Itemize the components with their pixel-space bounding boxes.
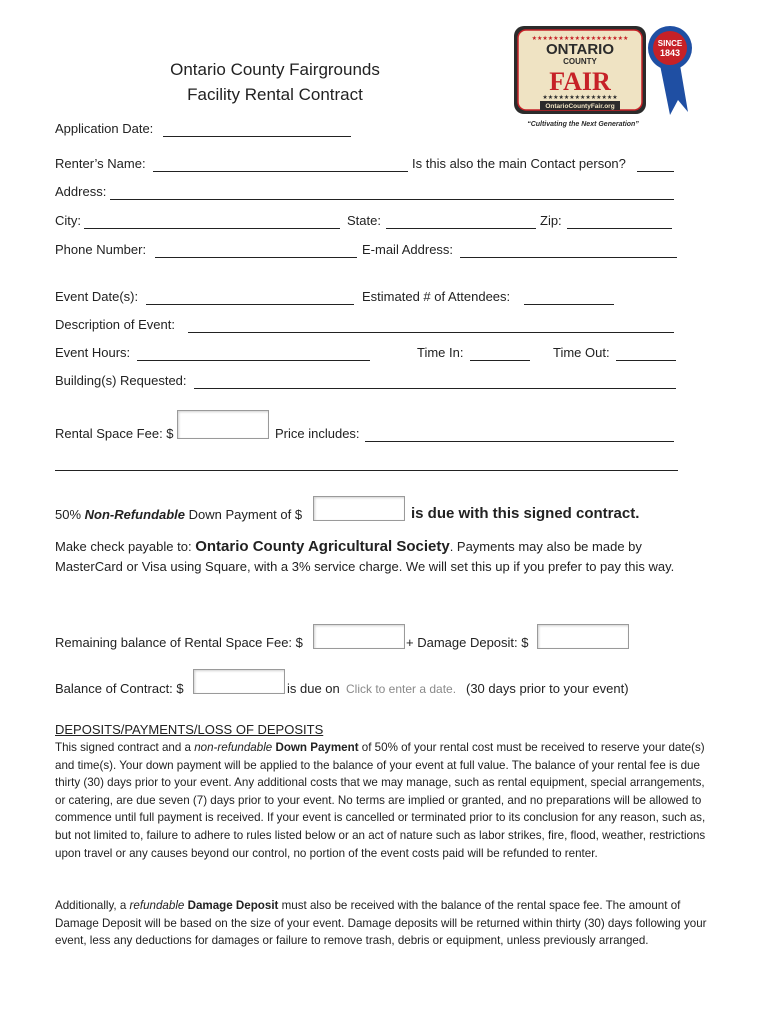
logo-ontario-text: ONTARIO <box>545 41 615 58</box>
balance-contract-label: Balance of Contract: $ <box>55 681 184 696</box>
down-payment-italic: Non-Refundable <box>84 507 186 522</box>
down-payment-label <box>55 507 302 522</box>
p2-b: refundable <box>129 899 185 912</box>
state-label: State: <box>347 213 381 228</box>
price-includes-label: Price includes: <box>275 426 360 441</box>
p1-a: This signed contract and a <box>55 741 195 754</box>
down-payment-prefix: 50% <box>55 507 85 522</box>
event-hours-label: Event Hours: <box>55 345 131 360</box>
logo-fair-text: FAIR <box>549 67 611 96</box>
attendees-label: Estimated # of Attendees: <box>362 289 511 304</box>
rental-fee-label: Rental Space Fee: $ <box>55 426 174 441</box>
logo-graphic <box>510 20 700 132</box>
page-subtitle: Facility Rental Contract <box>187 85 363 104</box>
deposits-paragraph-2 <box>55 897 710 950</box>
damage-deposit-label: + Damage Deposit: $ <box>406 635 529 650</box>
p2-d: Damage Deposit <box>187 899 279 912</box>
address-label: Address: <box>55 184 107 199</box>
phone-field[interactable] <box>155 257 357 258</box>
buildings-label: Building(s) Requested: <box>55 373 187 388</box>
p2-a: Additionally, a <box>55 899 130 912</box>
svg-text:★★★★★★★★★★★★★★★★★★: ★★★★★★★★★★★★★★★★★★ <box>531 35 629 42</box>
deposits-paragraph-1 <box>55 739 710 862</box>
description-label: Description of Event: <box>55 317 175 332</box>
days-prior-text: (30 days prior to your event) <box>466 681 629 696</box>
event-hours-field[interactable] <box>137 360 370 361</box>
renters-name-label: Renter’s Name: <box>55 156 146 171</box>
check-payable-org: Ontario County Agricultural Society <box>195 538 450 555</box>
main-contact-field[interactable] <box>637 171 674 172</box>
email-field[interactable] <box>460 257 677 258</box>
due-on-label: is due on <box>287 681 340 696</box>
logo-county-text: COUNTY <box>563 57 597 66</box>
city-field[interactable] <box>84 228 340 229</box>
damage-deposit-input[interactable] <box>537 624 629 649</box>
renters-name-field[interactable] <box>153 171 408 172</box>
zip-field[interactable] <box>567 228 672 229</box>
event-dates-field[interactable] <box>146 304 354 305</box>
p2-e: must also be received with the balance of the rental space fee. The amount of Damage Deposit will be based on the size of your event. Damage deposits will be returned within thirty (30) days following your event, less any deductions for damages or failure to remove trash, debris or equipment, unless previously arranged. <box>55 899 707 948</box>
price-includes-field-continued[interactable] <box>55 470 678 471</box>
logo-year-text: 1843 <box>659 48 681 58</box>
remaining-balance-input[interactable] <box>313 624 405 649</box>
check-payable-prefix: Make check payable to: <box>55 539 196 554</box>
down-payment-input[interactable] <box>313 496 405 521</box>
application-date-label: Application Date: <box>55 121 154 136</box>
due-date-picker[interactable]: Click to enter a date. <box>346 682 457 696</box>
deposits-heading: DEPOSITS/PAYMENTS/LOSS OF DEPOSITS <box>55 722 324 737</box>
due-signed-text: is due with this signed contract. <box>411 505 640 522</box>
price-includes-field[interactable] <box>365 441 674 442</box>
p1-d: Down Payment <box>275 741 359 754</box>
svg-text:★★★★★★★★★★★★★★: ★★★★★★★★★★★★★★ <box>542 94 618 101</box>
phone-label: Phone Number: <box>55 242 147 257</box>
city-label: City: <box>55 213 81 228</box>
logo-url-text: OntarioCountyFair.org <box>545 103 615 110</box>
main-contact-label: Is this also the main Contact person? <box>412 156 626 171</box>
event-dates-label: Event Date(s): <box>55 289 139 304</box>
description-field[interactable] <box>188 332 674 333</box>
address-field[interactable] <box>110 199 674 200</box>
check-payable-rest: . Payments may also be made by MasterCard or Visa using Square, with a 3% service charge. We will set this up if you prefer to pay this way. <box>55 539 675 574</box>
time-in-field[interactable] <box>470 360 530 361</box>
p1-e: of 50% of your rental cost must be received to reserve your date(s) and time(s). Your down payment will be applied to the balance of your event at full value. The balance of your rental fee is due thirty (30) days prior to your event. Any additional costs that we may manage, such as rental equipment, special arrangements, or catering, are due seven (7) days prior to your event. No terms are implied or granted, and no preparations will be allowed to commence until full payment is received. If your event is cancelled or terminated prior to its conclusion for any reason, such as, but not limited to, failure to adhere to rules listed below or an act of nature such as labor strikes, fire, flood, weather, restrictions upon travel or any causes beyond our control, no portion of the event costs paid will be refunded to renter. <box>55 741 706 860</box>
check-payable-paragraph <box>55 537 695 576</box>
time-out-field[interactable] <box>616 360 676 361</box>
time-out-label: Time Out: <box>553 345 610 360</box>
zip-label: Zip: <box>540 213 562 228</box>
p1-b: non-refundable <box>194 741 273 754</box>
remaining-balance-label: Remaining balance of Rental Space Fee: $ <box>55 635 303 650</box>
ontario-county-fair-logo <box>510 20 700 132</box>
rental-fee-input[interactable] <box>177 410 269 439</box>
down-payment-suffix: Down Payment of $ <box>185 507 303 522</box>
email-label: E-mail Address: <box>362 242 454 257</box>
logo-tagline: “Cultivating the Next Generation” <box>527 121 639 128</box>
state-field[interactable] <box>386 228 536 229</box>
buildings-field[interactable] <box>194 388 676 389</box>
time-in-label: Time In: <box>417 345 464 360</box>
balance-contract-input[interactable] <box>193 669 285 694</box>
attendees-field[interactable] <box>524 304 614 305</box>
logo-since-text: SINCE <box>657 39 683 48</box>
application-date-field[interactable] <box>163 136 351 137</box>
page-title: Ontario County Fairgrounds <box>170 60 380 79</box>
